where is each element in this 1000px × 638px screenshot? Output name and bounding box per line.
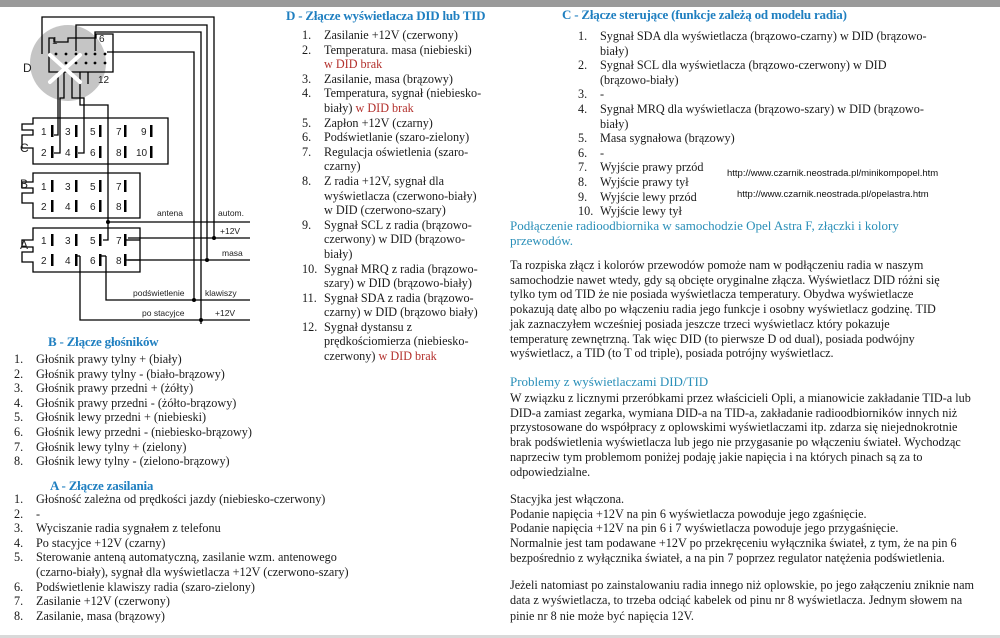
list-item-text: Zasilanie +12V (czerwony) xyxy=(324,28,458,42)
list-item-number: 8. xyxy=(302,173,312,188)
list-item-number: 6. xyxy=(578,145,588,160)
wire-label-autom: autom. xyxy=(218,208,244,218)
list-item-text: Z radia +12V, sygnał dla wyświetlacza (czerwono-biały) w DID (czerwono-szary) xyxy=(324,173,477,218)
list-item-number: 2. xyxy=(14,506,24,521)
list-item-number: 8. xyxy=(14,608,24,623)
c-pin-label: 5 xyxy=(90,127,96,138)
wire-label-po-stacyjce: po stacyjce xyxy=(142,308,185,318)
list-item-text: Sygnał SCL z radia (brązowo-czerwony) w DID (brązowo-biały) xyxy=(324,217,472,261)
list-item xyxy=(578,146,938,161)
c-pin-label: 7 xyxy=(116,127,122,138)
list-item-number: 5. xyxy=(578,131,588,146)
list-item-text: Głośnik prawy przedni + (żółty) xyxy=(36,381,194,396)
section-c-title: C - Złącze sterujące (funkcje zależą od modelu radia) xyxy=(562,7,847,22)
list-item-text: Regulacja oświetlenia (szaro-czarny) xyxy=(324,144,469,174)
closing-text: Jeżeli natomiast po zainstalowaniu radia innego niż oplowskie, po jego załączeniu zniknie nam data z wyświetlacza, to trzeba odciąć kabelek od pinu nr 8 wyświetlacza. Jednym słowem na pinie nr 8 nie może być napięcia 12V. xyxy=(510,578,974,623)
list-item-number: 3. xyxy=(14,381,24,396)
section-d-list xyxy=(302,28,482,364)
list-item-number: 3. xyxy=(578,87,588,102)
list-item-number: 12. xyxy=(302,319,318,334)
a-pin-label: 1 xyxy=(41,236,47,247)
ignition-line: Podanie napięcia +12V na pin 6 i 7 wyświetlacza powoduje jego przygaśnięcie. xyxy=(510,521,899,536)
list-item xyxy=(302,262,482,291)
c-pin-label: 3 xyxy=(65,127,71,138)
section-a-list xyxy=(14,492,364,623)
list-item-text: Podświetlenie klawiszy radia (szaro-zielony) xyxy=(36,579,255,594)
a-pin-label: 4 xyxy=(65,256,71,267)
wire-label-12v-top: +12V xyxy=(220,226,241,236)
a-pin-label: 3 xyxy=(65,236,71,247)
list-item-number: 7. xyxy=(14,594,24,609)
list-item-number: 8. xyxy=(14,454,24,469)
list-item-number: 2. xyxy=(14,366,24,381)
ignition-line: Stacyjka jest włączona. xyxy=(510,492,625,506)
list-item-text: Sterowanie anteną automatyczną, zasilanie wzm. antenowego (czarno-biały), sygnał dla wyświetlacza +12V (czerwono-szary) xyxy=(36,550,349,579)
list-item xyxy=(14,440,284,455)
section-d-title: D - Złącze wyświetlacza DID lub TID xyxy=(286,8,486,23)
list-item xyxy=(302,145,482,174)
list-item xyxy=(14,507,364,522)
b-pin-label: 6 xyxy=(90,202,96,213)
list-item xyxy=(14,367,284,382)
list-item-number: 5. xyxy=(302,115,312,130)
list-item xyxy=(578,29,938,58)
list-item-text: - xyxy=(600,87,605,102)
list-item-number: 4. xyxy=(14,395,24,410)
list-item-text: Zasilanie, masa (brązowy) xyxy=(36,608,165,623)
ignition-line: Podanie napięcia +12V na pin 6 wyświetlacza powoduje jego zgaśnięcie. xyxy=(510,506,867,521)
d-pin-1-label: 1 xyxy=(52,36,58,47)
close-x-icon[interactable] xyxy=(50,55,80,82)
c-pin-label: 9 xyxy=(141,127,147,138)
list-item xyxy=(14,425,284,440)
list-item-number: 5. xyxy=(14,550,24,565)
list-item-text: Temperatura, sygnał (niebiesko-biały) xyxy=(324,86,482,115)
list-item-number: 4. xyxy=(302,86,312,101)
connector-label-a: A xyxy=(20,238,29,252)
article-intro: Ta rozpiska złącz i kolorów przewodów pomoże nam w podłączeniu radia w naszym samochodzie nawet wtedy, gdy są obcięte oryginalne złącza. Wyświetlacz DID różni się tylko tym od TID że nie posiada wyświetlacza temperatury. Obydwa wyświetlacze pokazują datę albo po włączeniu radia jego funkcje i osobny wyświetlacz godzinę. TID jak zaznaczyłem wcześniej posiada jeszcze trzeci wyświetlacz który pokazuje temperaturę zewnętrzną. Tak więc DID (to pierwsze D od dual), posiada podwójny wyświetlacz, a TID (to T od triple), posiada potrójny wyświetlacz. xyxy=(510,258,940,361)
list-item-number: 9. xyxy=(578,189,588,204)
list-item xyxy=(302,116,482,131)
b-pin-label: 5 xyxy=(90,182,96,193)
wire-label-12v-bottom: +12V xyxy=(215,308,236,318)
list-item-text: Sygnał SDA dla wyświetlacza (brązowo-czarny) w DID (brązowo-biały) xyxy=(600,29,927,58)
list-item-text: Głośnik prawy przedni - (żółto-brązowy) xyxy=(36,395,237,410)
list-item-note: w DID brak xyxy=(378,349,437,364)
list-item-number: 2. xyxy=(578,58,588,73)
wire-label-klawiszy: klawiszy xyxy=(205,288,237,298)
a-pin-label: 5 xyxy=(90,236,96,247)
list-item xyxy=(302,218,482,262)
b-pin-label: 1 xyxy=(41,182,47,193)
list-item xyxy=(14,352,284,367)
b-pin-label: 8 xyxy=(116,202,122,213)
list-item-text: Zapłon +12V (czarny) xyxy=(324,115,433,130)
list-item xyxy=(14,492,364,507)
list-item xyxy=(302,86,482,115)
list-item-text: Sygnał SDA z radia (brązowo-czarny) w DID (brązowo biały) xyxy=(324,290,478,320)
list-item xyxy=(578,87,938,102)
section-a-title: A - Złącze zasilania xyxy=(50,478,154,493)
list-item-text: Masa sygnałowa (brązowy) xyxy=(600,131,735,146)
list-item xyxy=(302,28,482,43)
list-item-number: 1. xyxy=(14,492,24,506)
list-item-text: - xyxy=(600,145,605,160)
a-pin-label: 7 xyxy=(116,236,122,247)
a-pin-label: 6 xyxy=(90,256,96,267)
list-item-note: w DID brak xyxy=(324,57,383,72)
list-item-text: Głośnik prawy tylny - (biało-brązowy) xyxy=(36,366,225,381)
list-item-number: 1. xyxy=(14,352,24,366)
list-item-text: Głośnik lewy tylny + (zielony) xyxy=(36,439,187,454)
list-item xyxy=(302,320,482,364)
a-pin-label: 2 xyxy=(41,256,47,267)
problems-text: W związku z licznymi przeróbkami przez właścicieli Opli, a mianowicie zakładanie TID-a lub DID-a zamiast zegarka, wymiana DID-a na TID-a, zakładanie radioodbiorników innych niż przystosowane do współpracy z oplowskimi wyświetlaczami itp. zdarza się niejednokrotnie brak podświetlenia wyświetlacza lub jego nie przygasanie po włączeniu świateł. Wychodząc naprzeciw tym problemom poniżej podaję jakie napięcia i na których pinach są za to odpowiedzialne. xyxy=(510,391,971,479)
problems-title: Problemy z wyświetlaczami DID/TID xyxy=(510,374,709,389)
list-item xyxy=(578,102,938,131)
url-link[interactable]: http://www.czarnik.neostrada.pl/opelastra.htm xyxy=(737,189,929,200)
wire-label-antena: antena xyxy=(157,208,183,218)
connector-label-c: C xyxy=(20,141,29,155)
b-pin-label: 2 xyxy=(41,202,47,213)
d-pin-6-label: 6 xyxy=(99,34,105,45)
list-item-number: 6. xyxy=(14,579,24,594)
list-item-text: Wyjście prawy przód xyxy=(600,160,704,175)
list-item-text: Wyciszanie radia sygnałem z telefonu xyxy=(36,521,221,536)
list-item xyxy=(302,130,482,145)
list-item xyxy=(14,454,284,469)
list-item-number: 3. xyxy=(14,521,24,536)
list-item-number: 10. xyxy=(302,261,318,276)
connector-label-b: B xyxy=(20,177,29,191)
list-item-number: 1. xyxy=(302,28,312,42)
list-item xyxy=(578,131,938,146)
list-item-number: 10. xyxy=(578,204,594,219)
list-item xyxy=(14,609,364,624)
list-item xyxy=(14,410,284,425)
list-item-text: Sygnał SCL dla wyświetlacza (brązowo-czerwony) w DID (brązowo-biały) xyxy=(600,58,887,87)
list-item xyxy=(578,58,938,87)
list-item-number: 9. xyxy=(302,217,312,232)
ignition-notes xyxy=(510,492,980,566)
list-item xyxy=(302,291,482,320)
list-item-number: 4. xyxy=(14,535,24,550)
list-item-text: Wyjście lewy przód xyxy=(600,189,697,204)
list-item xyxy=(302,72,482,87)
list-item xyxy=(578,204,938,219)
list-item-number: 11. xyxy=(302,290,317,305)
c-pin-label: 1 xyxy=(41,127,47,138)
list-item-text: Głośnik lewy tylny - (zielono-brązowy) xyxy=(36,454,230,469)
list-item-note: w DID brak xyxy=(355,100,414,115)
c-pin-label: 4 xyxy=(65,148,71,159)
list-item-number: 6. xyxy=(302,130,312,145)
list-item xyxy=(14,536,364,551)
list-item xyxy=(14,550,364,579)
list-item-number: 2. xyxy=(302,42,312,57)
list-item xyxy=(14,381,284,396)
list-item-text: - xyxy=(36,506,41,521)
list-item xyxy=(302,174,482,218)
list-item-text: Głośnik prawy tylny + (biały) xyxy=(36,352,182,366)
list-item-number: 1. xyxy=(578,29,588,43)
url-link[interactable]: http://www.czarnik.neostrada.pl/minikompopel.htm xyxy=(727,168,939,179)
connector-label-d: D xyxy=(23,61,32,75)
c-pin-label: 8 xyxy=(116,148,122,159)
wiring-diagram xyxy=(0,0,280,330)
b-pin-label: 4 xyxy=(65,202,71,213)
list-item-number: 7. xyxy=(578,160,588,175)
d-pin-12-label: 12 xyxy=(98,75,110,86)
list-item-text: Zasilanie, masa (brązowy) xyxy=(324,71,453,86)
list-item-text: Głośnik lewy przedni + (niebieski) xyxy=(36,410,207,425)
list-item-number: 7. xyxy=(14,439,24,454)
list-item xyxy=(14,594,364,609)
list-item-text: Temperatura. masa (niebieski) xyxy=(324,42,472,57)
list-item-text: Zasilanie +12V (czerwony) xyxy=(36,594,170,609)
list-item xyxy=(14,396,284,411)
c-pin-label: 6 xyxy=(90,148,96,159)
list-item-text: Podświetlanie (szaro-zielony) xyxy=(324,130,470,145)
list-item-text: Głośność zależna od prędkości jazdy (niebiesko-czerwony) xyxy=(36,492,326,506)
list-item-text: Sygnał dystansu z prędkościomierza (niebiesko-czerwony) xyxy=(324,319,469,364)
list-item-text: Wyjście prawy tył xyxy=(600,174,689,189)
list-item-number: 3. xyxy=(302,71,312,86)
section-b-list xyxy=(14,352,284,469)
list-item-text: Głośnik lewy przedni - (niebiesko-brązowy) xyxy=(36,424,252,439)
list-item-number: 7. xyxy=(302,144,312,159)
list-item-number: 4. xyxy=(578,101,588,116)
wire-label-masa: masa xyxy=(222,248,243,258)
a-pin-label: 8 xyxy=(116,256,122,267)
list-item-number: 8. xyxy=(578,174,588,189)
c-pin-label: 2 xyxy=(41,148,47,159)
b-pin-label: 7 xyxy=(116,182,122,193)
list-item-number: 5. xyxy=(14,410,24,425)
c-pin-label: 10 xyxy=(136,148,148,159)
list-item-number: 6. xyxy=(14,424,24,439)
list-item-text: Wyjście lewy tył xyxy=(600,204,682,219)
list-item xyxy=(14,521,364,536)
article-title: Podłączenie radioodbiornika w samochodzie Opel Astra F, złączki i kolory przewodów. xyxy=(510,218,899,248)
ignition-line: Normalnie jest tam podawane +12V po przekręceniu wyłącznika świateł, z tym, że na pin 6 bezpośrednio z wyłącznika świateł, a na pin 7 poprzez regulator natężenia podświetlenia. xyxy=(510,536,957,565)
section-b-title: B - Złącze głośników xyxy=(48,334,159,349)
list-item xyxy=(302,43,482,72)
list-item xyxy=(14,580,364,595)
list-item-text: Sygnał MRQ z radia (brązowo-szary) w DID (brązowo-biały) xyxy=(324,261,478,291)
list-item-text: Sygnał MRQ dla wyświetlacza (brązowo-szary) w DID (brązowo-biały) xyxy=(600,101,924,131)
b-pin-label: 3 xyxy=(65,182,71,193)
wire-label-podswietlenie: podświetlenie xyxy=(133,288,185,298)
list-item-text: Po stacyjce +12V (czarny) xyxy=(36,535,166,550)
